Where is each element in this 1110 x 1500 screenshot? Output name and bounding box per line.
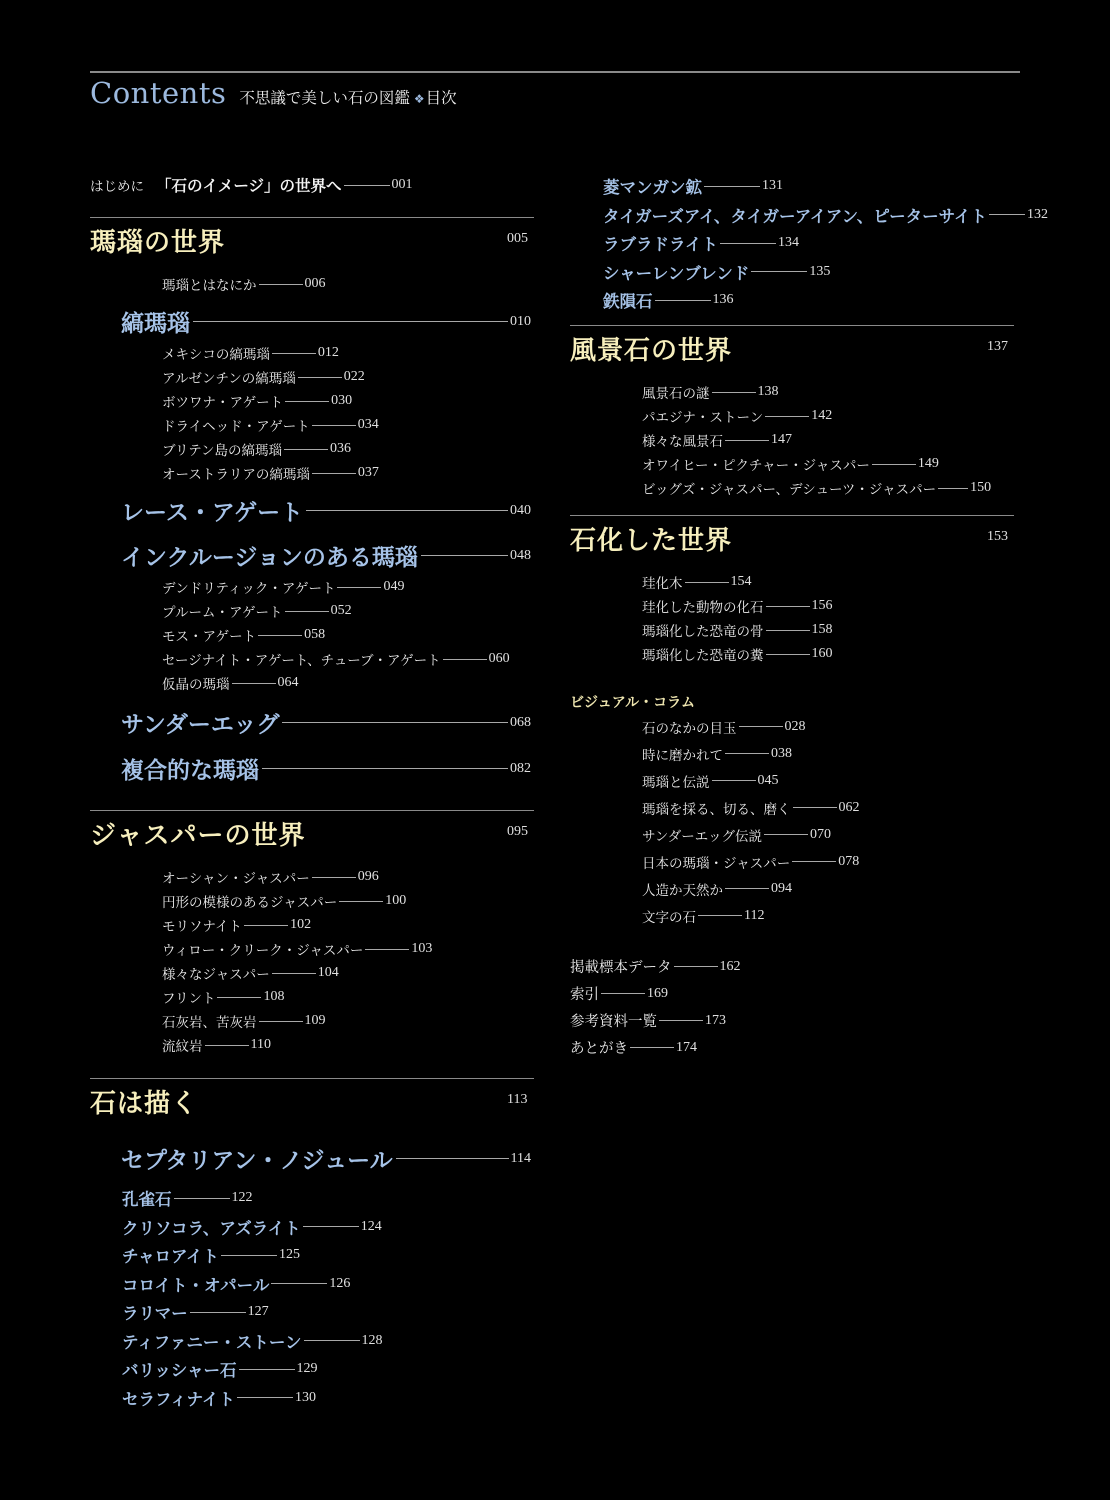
subsection-title: サンダーエッグ <box>121 711 280 738</box>
leader-line <box>306 510 508 511</box>
stones-draw-list <box>122 1184 383 1412</box>
entry-label: コロイト・オパール <box>122 1275 270 1295</box>
entry-label: オワイヒー・ピクチャー・ジャスパー <box>642 458 870 474</box>
subsection-title: 縞瑪瑙 <box>121 310 190 337</box>
leader-line <box>190 1312 246 1313</box>
entry-label: タイガーズアイ、タイガーアイアン、ピーターサイト <box>603 206 987 226</box>
leader-line <box>704 186 760 187</box>
entry-label: 石のなかの目玉 <box>642 720 737 737</box>
toc-entry[interactable] <box>162 623 510 647</box>
page-number: 135 <box>809 263 831 279</box>
entry-label: ボツワナ・アゲート <box>162 395 284 411</box>
section-page: 005 <box>507 231 528 246</box>
entry-label: フリント <box>162 991 216 1007</box>
entry-label: 様々な風景石 <box>642 434 723 450</box>
page-number: 048 <box>510 547 531 563</box>
toc-entry[interactable] <box>162 913 432 937</box>
visual-column-list <box>642 713 860 929</box>
entry-label: 瑪瑙とはなにか <box>162 278 257 294</box>
leader-line <box>698 915 742 916</box>
toc-entry[interactable] <box>642 380 991 404</box>
leader-line <box>258 635 302 636</box>
page-number: 052 <box>330 603 352 618</box>
section-title-fossil[interactable]: 石化した世界 <box>570 526 733 556</box>
toc-entry[interactable] <box>642 713 860 740</box>
page-header <box>90 76 457 110</box>
toc-entry[interactable] <box>162 599 510 623</box>
toc-entry[interactable] <box>642 476 991 500</box>
entry-label: あとがき <box>570 1041 628 1057</box>
entry-label: 文字の石 <box>642 909 696 926</box>
leader-line <box>751 271 807 272</box>
section-page: 095 <box>507 824 528 839</box>
fossil-list <box>642 570 833 666</box>
page-number: 006 <box>304 276 326 291</box>
page-number: 110 <box>250 1037 271 1052</box>
leader-line <box>601 993 645 994</box>
page-number: 049 <box>383 579 405 594</box>
page-number: 070 <box>810 826 832 842</box>
entry-label: 瑪瑙と伝説 <box>642 774 710 791</box>
toc-entry[interactable] <box>162 413 379 437</box>
leader-line <box>304 1340 360 1341</box>
toc-entry[interactable] <box>603 258 1048 287</box>
leader-line <box>174 1198 230 1199</box>
leader-line <box>365 949 409 950</box>
page-number: 169 <box>647 985 668 1001</box>
subsection-thunderegg[interactable] <box>121 706 531 739</box>
page-number: 125 <box>279 1247 301 1263</box>
entry-label: 時に磨かれて <box>642 747 723 764</box>
page-number: 142 <box>811 408 833 423</box>
leader-line <box>262 768 508 769</box>
toc-entry[interactable] <box>642 594 833 618</box>
page-number: 037 <box>357 465 379 480</box>
section-rule <box>570 515 1014 516</box>
toc-entry[interactable] <box>570 1034 741 1061</box>
toc-entry[interactable] <box>122 1184 383 1213</box>
subsection-lace-agate[interactable] <box>121 494 531 527</box>
jasper-list <box>162 865 432 1057</box>
toc-entry[interactable] <box>162 1033 432 1057</box>
entry-label: 菱マンガン鉱 <box>603 178 702 198</box>
page-number: 128 <box>361 1332 383 1348</box>
leader-line <box>303 1226 359 1227</box>
page-number: 030 <box>331 393 353 408</box>
intro-label: はじめに <box>90 179 144 195</box>
page-number: 068 <box>510 714 531 730</box>
page-number: 147 <box>771 432 792 447</box>
page-number: 100 <box>385 893 407 908</box>
leader-line <box>421 555 508 556</box>
page-number: 132 <box>1026 206 1048 222</box>
page-number: 173 <box>705 1012 726 1028</box>
section-page: 137 <box>987 339 1008 354</box>
leader-line <box>685 582 729 583</box>
top-rule <box>90 71 1020 73</box>
toc-entry[interactable] <box>162 389 379 413</box>
page-number: 045 <box>757 772 779 788</box>
intro-title: 「石のイメージ」の世界へ <box>156 176 342 195</box>
entry-label: 瑪瑙化した恐竜の糞 <box>642 648 764 664</box>
page-number: 038 <box>771 745 792 761</box>
section-rule <box>90 1078 534 1079</box>
leader-line <box>989 214 1025 215</box>
toc-entry[interactable] <box>603 172 1048 201</box>
toc-entry[interactable] <box>642 740 860 767</box>
toc-entry[interactable] <box>642 848 860 875</box>
page-number: 174 <box>676 1039 697 1055</box>
leader-line <box>259 284 303 285</box>
page-number: 154 <box>730 574 752 589</box>
leader-line <box>282 722 508 723</box>
leader-line <box>337 587 381 588</box>
entry-label: 瑪瑙を採る、切る、磨く <box>642 801 791 818</box>
entry-label: モリソナイト <box>162 919 243 935</box>
leader-line <box>259 1021 303 1022</box>
subsection-composite-agate[interactable] <box>121 752 531 785</box>
entry-label: メキシコの縞瑪瑙 <box>162 347 270 363</box>
section-rule <box>570 325 1014 326</box>
toc-entry[interactable] <box>162 889 432 913</box>
entry-label: 鉄隕石 <box>603 292 653 312</box>
toc-entry[interactable] <box>642 902 860 929</box>
toc-entry[interactable] <box>162 575 510 599</box>
leader-line <box>725 888 769 889</box>
leader-line <box>396 1158 509 1159</box>
toc-entry[interactable] <box>642 452 991 476</box>
leader-line <box>792 861 836 862</box>
page-number: 131 <box>762 178 783 194</box>
toc-entry-intro[interactable] <box>90 174 413 196</box>
appendix-list <box>570 953 741 1061</box>
entry-label: モス・アゲート <box>162 629 257 645</box>
leader-line <box>712 392 756 393</box>
toc-entry[interactable] <box>642 642 833 666</box>
entry-label: オーストラリアの縞瑪瑙 <box>162 467 310 483</box>
page-number: 138 <box>757 384 779 399</box>
toc-entry[interactable] <box>162 437 379 461</box>
page-number: 130 <box>295 1389 317 1405</box>
toc-entry[interactable] <box>162 647 510 671</box>
leader-line <box>312 473 356 474</box>
page-number: 160 <box>811 646 833 661</box>
leader-line <box>766 654 810 655</box>
leader-line <box>271 1283 327 1284</box>
entry-label: 孔雀石 <box>122 1190 172 1210</box>
toc-entry[interactable] <box>122 1270 383 1299</box>
contents-title: Contents <box>90 76 227 110</box>
toc-entry[interactable] <box>162 461 379 485</box>
page-number: 010 <box>510 313 531 329</box>
page-number: 150 <box>970 480 992 495</box>
page-number: 124 <box>360 1218 382 1234</box>
page-number: 040 <box>510 502 531 518</box>
leader-line <box>339 901 383 902</box>
subsection-septarian[interactable] <box>121 1142 531 1175</box>
section-title-stones-draw[interactable]: 石は描く <box>90 1089 199 1119</box>
entry-label: ドライヘッド・アゲート <box>162 419 310 435</box>
entry-label: 円形の模様のあるジャスパー <box>162 895 338 911</box>
toc-entry[interactable] <box>570 1007 741 1034</box>
section-rule <box>90 810 534 811</box>
page-number: 158 <box>811 622 833 637</box>
toc-entry[interactable] <box>162 985 432 1009</box>
entry-label: プルーム・アゲート <box>162 605 283 621</box>
page-number: 134 <box>778 235 800 251</box>
leader-line <box>739 726 783 727</box>
section-title-agate[interactable]: 瑪瑙の世界 <box>90 228 226 258</box>
subsection-title: レース・アゲート <box>121 499 304 526</box>
toc-entry[interactable] <box>603 229 1048 258</box>
entry-label: 人造か天然か <box>642 882 723 899</box>
page-number: 096 <box>357 869 379 884</box>
entry-label: シャーレンブレンド <box>603 263 750 283</box>
leader-line <box>205 1045 249 1046</box>
leader-line <box>443 659 487 660</box>
entry-label: 日本の瑪瑙・ジャスパー <box>642 855 791 872</box>
section-title-landscape[interactable]: 風景石の世界 <box>570 336 733 366</box>
subsection-inclusion-agate[interactable] <box>121 539 531 572</box>
toc-entry[interactable] <box>162 865 432 889</box>
leader-line <box>766 606 810 607</box>
toc-entry[interactable] <box>122 1298 383 1327</box>
leader-line <box>344 185 390 186</box>
leader-line <box>312 425 356 426</box>
toc-entry[interactable] <box>162 272 326 296</box>
entry-label: 様々なジャスパー <box>162 967 270 983</box>
leader-line <box>312 877 356 878</box>
toc-entry[interactable] <box>570 980 741 1007</box>
entry-label: 石灰岩、苦灰岩 <box>162 1015 257 1031</box>
page-number: 103 <box>411 941 433 956</box>
leader-line <box>712 780 756 781</box>
entry-label: サンダーエッグ伝説 <box>642 828 763 845</box>
entry-label: セージナイト・アゲート、チューブ・アゲート <box>162 653 441 669</box>
section-title-jasper[interactable]: ジャスパーの世界 <box>90 821 306 851</box>
toc-entry[interactable] <box>162 365 379 389</box>
toc-entry[interactable] <box>162 671 510 695</box>
page-number: 012 <box>317 345 339 360</box>
leader-line <box>765 416 809 417</box>
page-number: 034 <box>357 417 379 432</box>
leader-line <box>193 321 508 322</box>
page-number: 102 <box>290 917 312 932</box>
toc-entry[interactable] <box>603 201 1048 230</box>
toc-entry[interactable] <box>642 428 991 452</box>
page-number: 028 <box>784 718 806 734</box>
page-number: 078 <box>838 853 860 869</box>
diamond-icon: ❖ <box>413 92 425 106</box>
toc-entry[interactable] <box>642 767 860 794</box>
leader-line <box>237 1397 293 1398</box>
entry-label: ビッグズ・ジャスパー、デシューツ・ジャスパー <box>642 482 937 498</box>
toc-entry[interactable] <box>642 875 860 902</box>
subsection-title: セプタリアン・ノジュール <box>121 1147 393 1174</box>
leader-line <box>872 464 916 465</box>
leader-line <box>793 807 837 808</box>
page-number: 036 <box>330 441 352 456</box>
toc-entry[interactable] <box>162 961 432 985</box>
leader-line <box>725 753 769 754</box>
entry-label: 参考資料一覧 <box>570 1014 657 1030</box>
page-number: 058 <box>304 627 326 642</box>
toc-entry[interactable] <box>122 1213 383 1242</box>
leader-line <box>764 834 808 835</box>
page-number: 109 <box>304 1013 326 1028</box>
leader-line <box>239 1369 295 1370</box>
leader-line <box>659 1020 703 1021</box>
entry-label: 流紋岩 <box>162 1039 203 1055</box>
entry-label: デンドリティック・アゲート <box>162 581 336 597</box>
toc-entry[interactable] <box>162 341 379 365</box>
toc-entry[interactable] <box>642 570 833 594</box>
visual-column-title: ビジュアル・コラム <box>570 695 696 711</box>
page-number: 064 <box>277 675 299 690</box>
leader-line <box>232 683 276 684</box>
leader-line <box>674 966 718 967</box>
page-number: 136 <box>712 292 734 308</box>
leader-line <box>655 300 711 301</box>
page-number: 122 <box>231 1190 253 1206</box>
leader-line <box>244 925 288 926</box>
leader-line <box>725 440 769 441</box>
entry-label: アルゼンチンの縞瑪瑙 <box>162 371 296 387</box>
leader-line <box>938 488 968 489</box>
section-page: 113 <box>507 1092 528 1107</box>
toc-entry[interactable] <box>603 286 1048 315</box>
page-number: 062 <box>838 799 860 815</box>
section-page: 153 <box>987 529 1008 544</box>
entry-label: バリッシャー石 <box>122 1361 237 1381</box>
subsection-title: インクルージョンのある瑪瑙 <box>121 544 418 571</box>
toc-entry[interactable] <box>642 404 991 428</box>
toc-entry[interactable] <box>570 953 741 980</box>
toc-entry[interactable] <box>642 794 860 821</box>
leader-line <box>766 630 810 631</box>
toc-entry[interactable] <box>122 1241 383 1270</box>
page-number: 104 <box>317 965 339 980</box>
leader-line <box>298 377 342 378</box>
leader-line <box>630 1047 674 1048</box>
page-number: 127 <box>247 1304 269 1320</box>
book-title: 不思議で美しい石の図鑑 <box>239 89 410 107</box>
page-number: 112 <box>744 907 765 923</box>
banded-agate-list <box>162 341 379 485</box>
entry-label: 珪化木 <box>642 576 683 592</box>
page-number: 126 <box>329 1275 351 1291</box>
leader-line <box>285 611 329 612</box>
toc-entry[interactable] <box>122 1327 383 1356</box>
entry-label: ブリテン島の縞瑪瑙 <box>162 443 283 459</box>
leader-line <box>221 1255 277 1256</box>
leader-line <box>720 243 776 244</box>
section-rule <box>90 217 534 218</box>
page-number: 094 <box>771 880 792 896</box>
subsection-title: 複合的な瑪瑙 <box>121 757 259 784</box>
page-number: 162 <box>719 958 741 974</box>
landscape-list <box>642 380 991 500</box>
entry-label: ラブラドライト <box>603 235 719 255</box>
entry-label: チャロアイト <box>122 1247 220 1267</box>
entry-label: 掲載標本データ <box>570 960 672 976</box>
entry-label: 仮晶の瑪瑙 <box>162 677 230 693</box>
stones-draw-list-continued <box>603 172 1048 315</box>
toc-entry[interactable] <box>162 1009 432 1033</box>
toc-entry[interactable] <box>122 1384 383 1413</box>
page-number: 129 <box>296 1361 318 1377</box>
entry-label: 風景石の謎 <box>642 386 710 402</box>
inclusion-agate-list <box>162 575 510 695</box>
entry-label: 瑪瑙化した恐竜の骨 <box>642 624 764 640</box>
entry-label: オーシャン・ジャスパー <box>162 871 310 887</box>
toc-entry[interactable] <box>642 821 860 848</box>
entry-label: セラフィナイト <box>122 1389 236 1409</box>
page-number: 156 <box>811 598 833 613</box>
leader-line <box>285 401 329 402</box>
entry-label: ティファニー・ストーン <box>122 1332 302 1352</box>
leader-line <box>217 997 261 998</box>
toc-entry[interactable] <box>162 937 432 961</box>
toc-entry[interactable] <box>642 618 833 642</box>
entry-label: ウィロー・クリーク・ジャスパー <box>162 943 364 959</box>
entry-label: クリソコラ、アズライト <box>122 1218 301 1238</box>
leader-line <box>272 353 316 354</box>
page-number: 149 <box>917 456 939 471</box>
entry-label: 索引 <box>570 987 599 1003</box>
page-number: 060 <box>488 651 510 666</box>
entry-label: パエジナ・ストーン <box>642 410 764 426</box>
subsection-banded-agate[interactable] <box>121 305 531 338</box>
page-number: 022 <box>343 369 365 384</box>
page-number: 082 <box>510 760 531 776</box>
leader-line <box>272 973 316 974</box>
entry-label: ラリマー <box>122 1304 188 1324</box>
page-number: 001 <box>391 177 413 192</box>
toc-entry[interactable] <box>122 1355 383 1384</box>
leader-line <box>284 449 328 450</box>
entry-label: 珪化した動物の化石 <box>642 600 764 616</box>
toc-label: 目次 <box>425 89 457 107</box>
page-number: 108 <box>263 989 285 1004</box>
page-number: 114 <box>510 1150 531 1166</box>
